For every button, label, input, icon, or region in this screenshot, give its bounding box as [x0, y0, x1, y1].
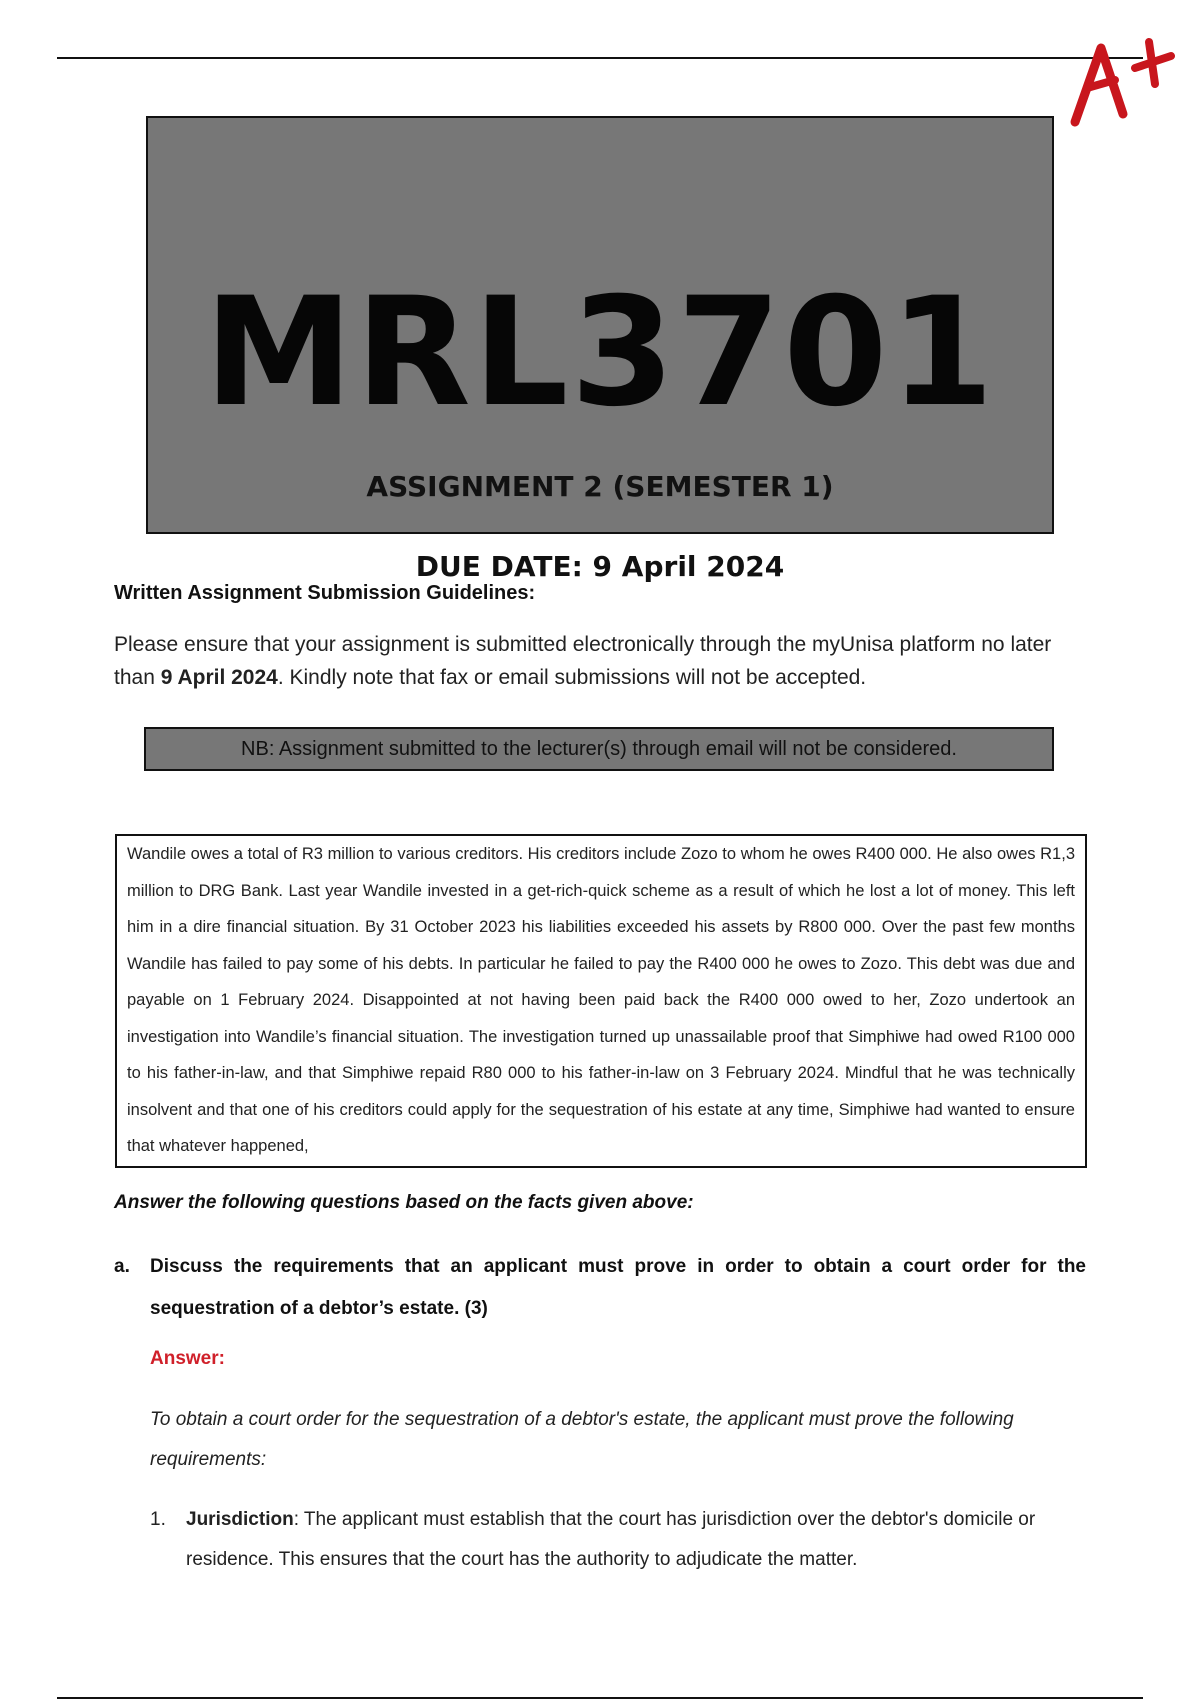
guidelines-due-date: 9 April 2024 [160, 666, 278, 689]
answer-point [150, 1500, 1086, 1580]
bottom-rule [57, 1697, 1143, 1699]
instruction-heading: Answer the following questions based on the facts given above: [114, 1192, 694, 1213]
point-text [186, 1500, 1086, 1580]
guidelines-text [114, 628, 1084, 694]
question-text: Discuss the requirements that an applicant must prove in order to obtain a court order for the sequestration of a debtor’s estate. (3) [150, 1256, 1086, 1319]
course-code: MRL3701 [204, 266, 996, 440]
guidelines-heading: Written Assignment Submission Guidelines: [114, 582, 536, 604]
top-rule [57, 57, 1143, 59]
point-body: : The applicant must establish that the court has jurisdiction over the debtor's domicile or residence. This ensures that the court has the authority to adjudicate the matter. [186, 1509, 1036, 1570]
point-marker: 1. [150, 1509, 166, 1530]
grade-mark-a-plus-stamp [1063, 30, 1183, 140]
title-box [146, 116, 1054, 583]
due-date: DUE DATE: 9 April 2024 [415, 550, 785, 583]
guidelines-text-start: Please ensure that your assignment is submitted electronically through the myUnisa platform no later than [114, 633, 1052, 689]
guidelines-text-end: . Kindly note that fax or email submissions will not be accepted. [277, 666, 867, 689]
answer-intro: To obtain a court order for the sequestration of a debtor's estate, the applicant must prove the following requirements: [150, 1409, 1014, 1470]
point-title: Jurisdiction [186, 1509, 294, 1530]
case-facts-box: Wandile owes a total of R3 million to various creditors. His creditors include Zozo to whom he owes R400 000. He also owes R1,3 million to DRG Bank. Last year Wandile invested in a get-rich-quick scheme as a result of which he lost a lot of money. This left him in a dire financial situation. By 31 October 2023 his liabilities exceeded his assets by R800 000. Over the past few months Wandile has failed to pay some of his debts. In particular he failed to pay the R400 000 he owes to Zozo. This debt was due and payable on 1 February 2024. Disappointed at not having been paid back the R400 000 owed to her, Zozo undertook an investigation into Wandile’s financial situation. The investigation turned up unassailable proof that Simphiwe had owed R100 000 to his father-in-law, and that Simphiwe repaid R80 000 to his father-in-law on 3 February 2024. Mindful that he was technically insolvent and that one of his creditors could apply for the sequestration of his estate at any time, Simphiwe had wanted to ensure that whatever happened, [115, 834, 1087, 1168]
question-a [114, 1246, 1086, 1330]
answer-label: Answer: [150, 1348, 225, 1369]
question-marker: a. [114, 1256, 130, 1277]
assignment-title: ASSIGNMENT 2 (SEMESTER 1) [366, 470, 834, 503]
nb-notice: NB: Assignment submitted to the lecturer(s) through email will not be considered. [144, 727, 1054, 771]
